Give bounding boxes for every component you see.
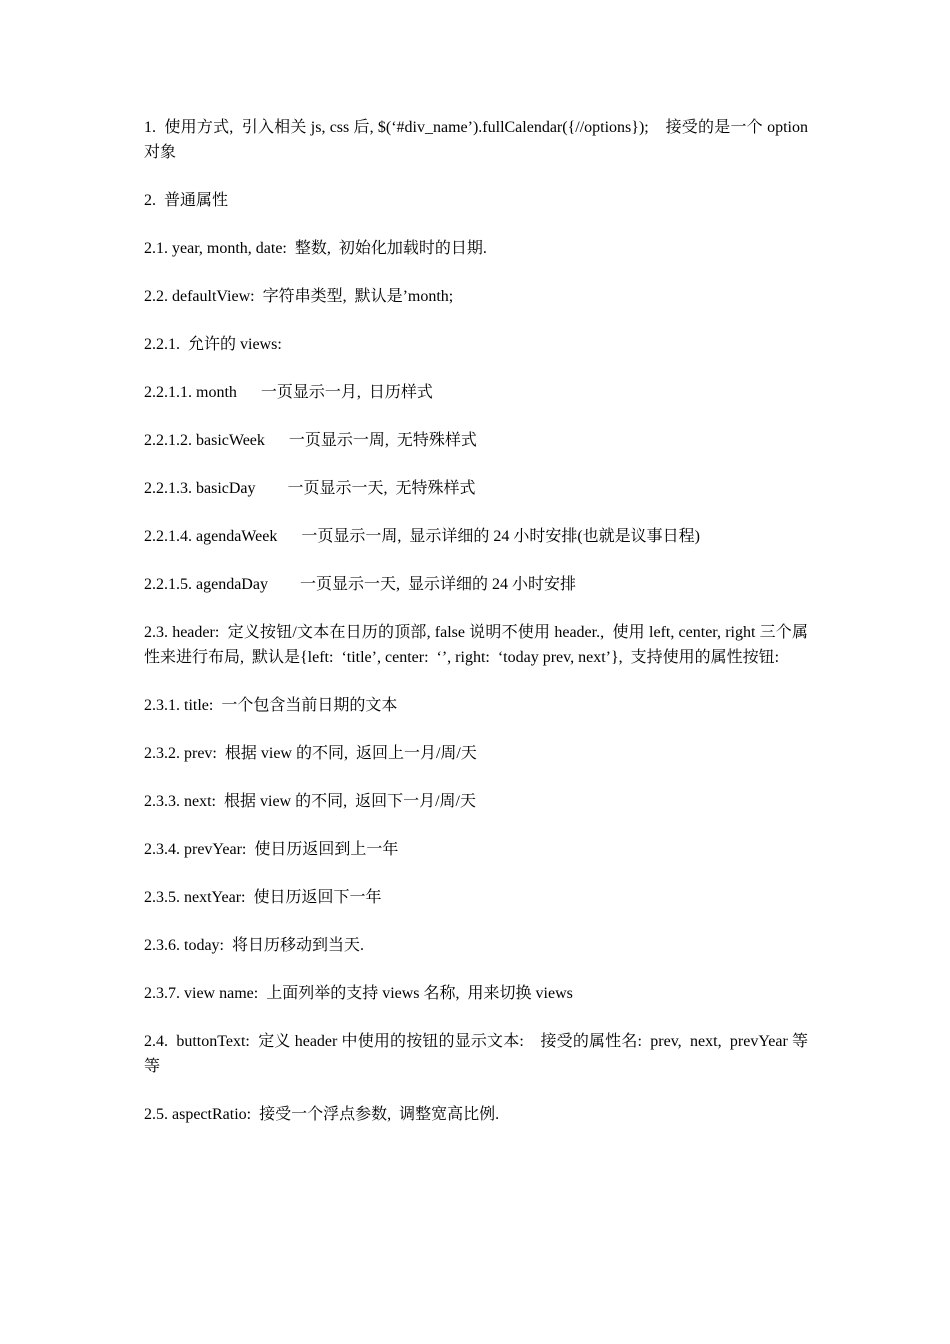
heading-common-properties: 2. 普通属性 (144, 192, 229, 209)
paragraph-usage: 1. 使用方式, 引入相关 js, css 后, $(‘#div_name’).fullCalendar({//options}); 接受的是一个 option 对象 (144, 119, 812, 161)
paragraph-view-month: 2.2.1.1. month 一页显示一月, 日历样式 (144, 384, 433, 401)
paragraph-view-agenda-day: 2.2.1.5. agendaDay 一页显示一天, 显示详细的 24 小时安排 (144, 576, 576, 593)
paragraph-header-prev: 2.3.2. prev: 根据 view 的不同, 返回上一月/周/天 (144, 745, 477, 762)
paragraph-year-month-date: 2.1. year, month, date: 整数, 初始化加载时的日期. (144, 240, 487, 257)
document-body (144, 115, 812, 1150)
paragraph-header-title: 2.3.1. title: 一个包含当前日期的文本 (144, 697, 398, 714)
paragraph-view-basic-day: 2.2.1.3. basicDay 一页显示一天, 无特殊样式 (144, 480, 476, 497)
paragraph-header-view-name: 2.3.7. view name: 上面列举的支持 views 名称, 用来切换 views (144, 985, 573, 1002)
paragraph-view-basic-week: 2.2.1.2. basicWeek 一页显示一周, 无特殊样式 (144, 432, 477, 449)
paragraph-default-view: 2.2. defaultView: 字符串类型, 默认是’month; (144, 288, 454, 305)
paragraph-header-today: 2.3.6. today: 将日历移动到当天. (144, 937, 364, 954)
paragraph-header-prev-year: 2.3.4. prevYear: 使日历返回到上一年 (144, 841, 399, 858)
paragraph-header-next: 2.3.3. next: 根据 view 的不同, 返回下一月/周/天 (144, 793, 476, 810)
paragraph-header-next-year: 2.3.5. nextYear: 使日历返回下一年 (144, 889, 382, 906)
paragraph-aspect-ratio: 2.5. aspectRatio: 接受一个浮点参数, 调整宽高比例. (144, 1106, 500, 1123)
paragraph-allowed-views: 2.2.1. 允许的 views: (144, 336, 282, 353)
paragraph-view-agenda-week: 2.2.1.4. agendaWeek 一页显示一周, 显示详细的 24 小时安排(也就是议事日程) (144, 528, 700, 545)
paragraph-button-text: 2.4. buttonText: 定义 header 中使用的按钮的显示文本: 接受的属性名: prev, next, prevYear 等等 (144, 1033, 808, 1075)
paragraph-header: 2.3. header: 定义按钮/文本在日历的顶部, false 说明不使用 header., 使用 left, center, right 三个属性来进行布局, 默认是{left: ‘title’, center: ‘’, right: ‘today prev, next’}, 支持使用的属性按钮: (144, 624, 808, 666)
